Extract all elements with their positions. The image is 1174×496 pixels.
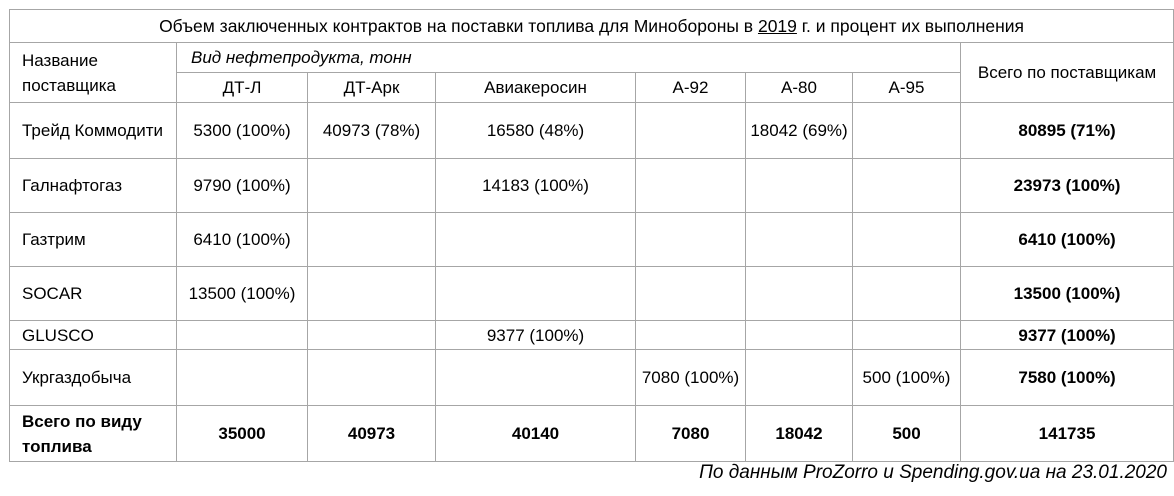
volume-cell — [853, 213, 961, 267]
volume-cell — [746, 267, 853, 321]
header-product: А-92 — [636, 73, 746, 103]
volume-cell: 14183 (100%) — [436, 159, 636, 213]
supplier-total: 9377 (100%) — [961, 321, 1174, 350]
fuel-contracts-table — [9, 9, 1174, 462]
header-product: А-80 — [746, 73, 853, 103]
volume-cell — [853, 159, 961, 213]
totals-cell: 35000 — [177, 406, 308, 462]
volume-cell — [636, 213, 746, 267]
volume-cell — [308, 213, 436, 267]
volume-cell: 40973 (78%) — [308, 103, 436, 159]
volume-cell — [853, 321, 961, 350]
volume-cell — [436, 213, 636, 267]
volume-cell — [177, 350, 308, 406]
totals-cell: 18042 — [746, 406, 853, 462]
header-total: Всего по поставщикам — [961, 43, 1174, 103]
table-title-year: 2019 — [757, 15, 797, 36]
table-body — [10, 103, 1174, 406]
volume-cell — [636, 103, 746, 159]
volume-cell — [308, 350, 436, 406]
volume-cell — [853, 267, 961, 321]
volume-cell: 6410 (100%) — [177, 213, 308, 267]
volume-cell: 500 (100%) — [853, 350, 961, 406]
totals-cell: 500 — [853, 406, 961, 462]
volume-cell — [177, 321, 308, 350]
volume-cell — [853, 103, 961, 159]
volume-cell — [308, 159, 436, 213]
volume-cell — [436, 267, 636, 321]
table-row — [10, 350, 1174, 406]
volume-cell — [636, 321, 746, 350]
supplier-total: 13500 (100%) — [961, 267, 1174, 321]
volume-cell: 18042 (69%) — [746, 103, 853, 159]
volume-cell — [746, 159, 853, 213]
table-row — [10, 267, 1174, 321]
totals-label: Всего по виду топлива — [10, 406, 177, 462]
header-product: А-95 — [853, 73, 961, 103]
volume-cell — [308, 267, 436, 321]
volume-cell: 5300 (100%) — [177, 103, 308, 159]
source-note: По данным ProZorro и Spending.gov.ua на 23.01.2020 — [699, 462, 1167, 483]
grand-total: 141735 — [961, 406, 1174, 462]
volume-cell — [746, 213, 853, 267]
supplier-total: 6410 (100%) — [961, 213, 1174, 267]
table-title-text-end: г. и процент их выполнения — [796, 15, 1025, 36]
supplier-name: Галнафтогаз — [10, 159, 177, 213]
table-title — [10, 10, 1174, 43]
supplier-total: 23973 (100%) — [961, 159, 1174, 213]
volume-cell — [636, 159, 746, 213]
table-row — [10, 213, 1174, 267]
supplier-name: Трейд Коммодити — [10, 103, 177, 159]
volume-cell — [636, 267, 746, 321]
header-supplier: Название поставщика — [10, 43, 177, 103]
table-title-text: Объем заключенных контрактов на поставки топлива для Минобороны в — [159, 15, 758, 36]
totals-cell: 40140 — [436, 406, 636, 462]
volume-cell — [308, 321, 436, 350]
table-row — [10, 103, 1174, 159]
volume-cell — [746, 350, 853, 406]
table-row — [10, 321, 1174, 350]
header-product: Авиакеросин — [436, 73, 636, 103]
header-product: ДТ-Арк — [308, 73, 436, 103]
totals-cell: 40973 — [308, 406, 436, 462]
volume-cell — [436, 350, 636, 406]
supplier-total: 80895 (71%) — [961, 103, 1174, 159]
totals-row — [10, 406, 1174, 462]
supplier-name: Газтрим — [10, 213, 177, 267]
supplier-name: Укргаздобыча — [10, 350, 177, 406]
totals-cell: 7080 — [636, 406, 746, 462]
volume-cell: 16580 (48%) — [436, 103, 636, 159]
supplier-name: GLUSCO — [10, 321, 177, 350]
volume-cell — [746, 321, 853, 350]
volume-cell: 9377 (100%) — [436, 321, 636, 350]
volume-cell: 13500 (100%) — [177, 267, 308, 321]
supplier-total: 7580 (100%) — [961, 350, 1174, 406]
table-row — [10, 159, 1174, 213]
supplier-name: SOCAR — [10, 267, 177, 321]
contracts-table-container — [9, 9, 1173, 462]
header-product-group: Вид нефтепродукта, тонн — [177, 43, 961, 73]
header-product: ДТ-Л — [177, 73, 308, 103]
volume-cell: 7080 (100%) — [636, 350, 746, 406]
volume-cell: 9790 (100%) — [177, 159, 308, 213]
